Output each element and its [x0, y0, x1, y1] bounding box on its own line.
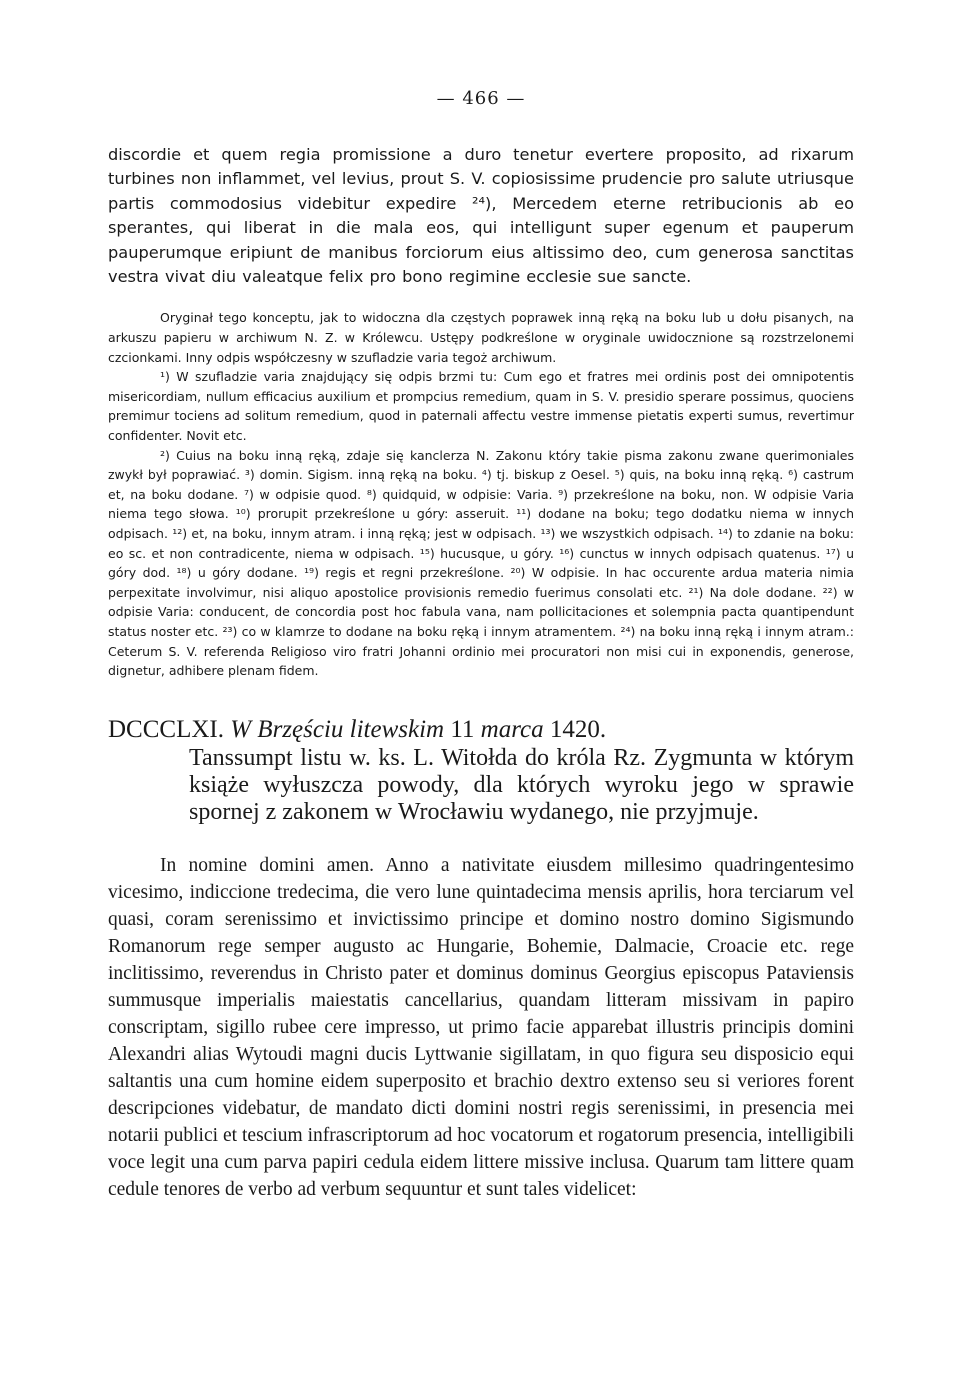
- document-text: In nomine domini amen. Anno a nativitate eiusdem millesimo quadringentesimo vicesimo, indiccione tredecima, die vero lune quintadecima mensis aprilis, hora terciarum vel quasi, coram serenissimo et invictissimo principe et domino nostro domino Sigismundo Romanorum rege semper augusto ac Hungarie, Bohemie, Dalmacie, Croacie etc. rege inclitissimo, reverendus in Christo pater et dominus dominus Georgius episcopus Pataviensis summusque imperialis maiestatis cancellarius, quandam litteram missivam in papiro conscriptam, sigillo rubee cere impresso, ut primo facie apparebat illustris principis domini Alexandri alias Wytoudi magni ducis Lyttwanie sigillatam, in quo figura seu disposicio equi saltantis una cum homine eidem superposito et brachio dextro extenso seu si veriores forent descripciones videbatur, de mandato dicti domini nostri regis serenissimi, in presencia mei notarii publici et tescium infrascriptorum ad hoc vocatorum et rogatorum presencia, intelligibili voce legit una cum parva papiri cedula eidem littere missive inclusa. Quarum tam littere quam cedule tenores de verbo ad verbum sequuntur et sunt tales videlicet:: [108, 854, 854, 1200]
- document-year: 1420.: [549, 715, 607, 743]
- document-month: marca: [480, 715, 544, 743]
- footnote-1: ¹) W szufladzie varia znajdujący się odpis brzmi tu: Cum ego et fratres mei ordinis post dei omnipotentis misericordiam, nullum efficacius auxilium et prompcius remedium, quam in S. V. presidio sperare possimus, quociens premimur tociens ad solitum remedium, quod in paternali affectu vestre immense pietatis experti sumus, revertimur confidenter. Novit etc.: [108, 369, 854, 443]
- document-heading: [108, 715, 854, 826]
- continuation-paragraph: discordie et quem regia promissione a duro tenetur evertere proposito, ad rixarum turbines non inflammet, vel levius, prout S. V. copiosissime prudencie pro salute utriusque partis commodosius videbitur expedire ²⁴), Mercedem eterne retribucionis ab eo sperantes, qui liberat in die mala eos, qui intelligunt super egenum et pauperum pauperumque eripiunt de manibus forciorum eius altissimo deo, cum generosa sanctitas vestra vivat diu valeatque felix pro bono regimine ecclesie sue sancte.: [108, 145, 854, 287]
- footnote-intro: Oryginał tego konceptu, jak to widoczna dla częstych poprawek inną ręką na boku lub u dołu pisanych, na arkuszu papieru w archiwum N. Z. w Królewcu. Ustępy podkreślone w oryginale uwidocznione są rozstrzelonemi czcionkami. Inny odpis współczesny w szufladzie varia tegoż archiwum.: [108, 310, 854, 365]
- document-summary: Tanssumpt listu w. ks. L. Witołda do króla Rz. Zygmunta w którym książe wyłuszcza powody, dla których wyroku jego w sprawie spornej z zakonem w Wrocławiu wydanego, nie przyjmuje.: [189, 744, 854, 825]
- footnotes: [108, 308, 854, 680]
- document-number: DCCCLXI.: [108, 715, 224, 743]
- document-heading-line: [108, 715, 854, 745]
- document-place: W Brzęściu litewskim: [230, 715, 445, 743]
- footnotes-2-24: ²) Cuius na boku inną ręką, zdaje się kanclerza N. Zakonu który takie pisma zakonu zwane querimoniales zwykł był poprawiać. ³) domin. Sigism. inną ręką na boku. ⁴) tj. biskup z Oesel. ⁵) quis, na boku inną ręką. ⁶) castrum et, na boku dodane. ⁷) w odpisie quod. ⁸) quidquid, w odpisie: Varia. ⁹) przekreślone na boku, non. W odpisie Varia niema tego słowa. ¹⁰) prorupit przekreślone u góry: asseruit. ¹¹) dodane na boku; tego dodatku niema w innych odpisach. ¹²) et, na boku, innym atram. i inną ręką; jest w odpisach. ¹³) we wszystkich odpisach. ¹⁴) to zdanie na boku: eo sc. et non contradicente, niema w odpisach. ¹⁵) hucusque, u góry. ¹⁶) cunctus w innych odpisach quatenus. ¹⁷) u góry dod. ¹⁸) u góry dodane. ¹⁹) regis et regni przekreślone. ²⁰) W odpisie. In hac occurente ardua materia nimia perpexitate involvimur, nisi aliquo apostolice provisionis remedio fuerimus consolati etc. ²¹) Na dole dodane. ²²) w odpisie Varia: conducent, de concordia post hoc fabula vana, nam pollicitaciones et solempnia pacta quantipendunt status noster etc. ²³) co w klamrze to dodane na boku ręką i innym atramentem. ²⁴) na boku inną ręką i innym atram.: Ceterum S. V. referenda Religioso viro fratri Johanni ordinio mei procuratori non misi cui in exponendis, generose, dignetur, adhibere plenam fidem.: [108, 447, 854, 679]
- document-page: [108, 88, 854, 1222]
- page-number: — 466 —: [436, 88, 526, 109]
- document-day: 11: [450, 715, 475, 743]
